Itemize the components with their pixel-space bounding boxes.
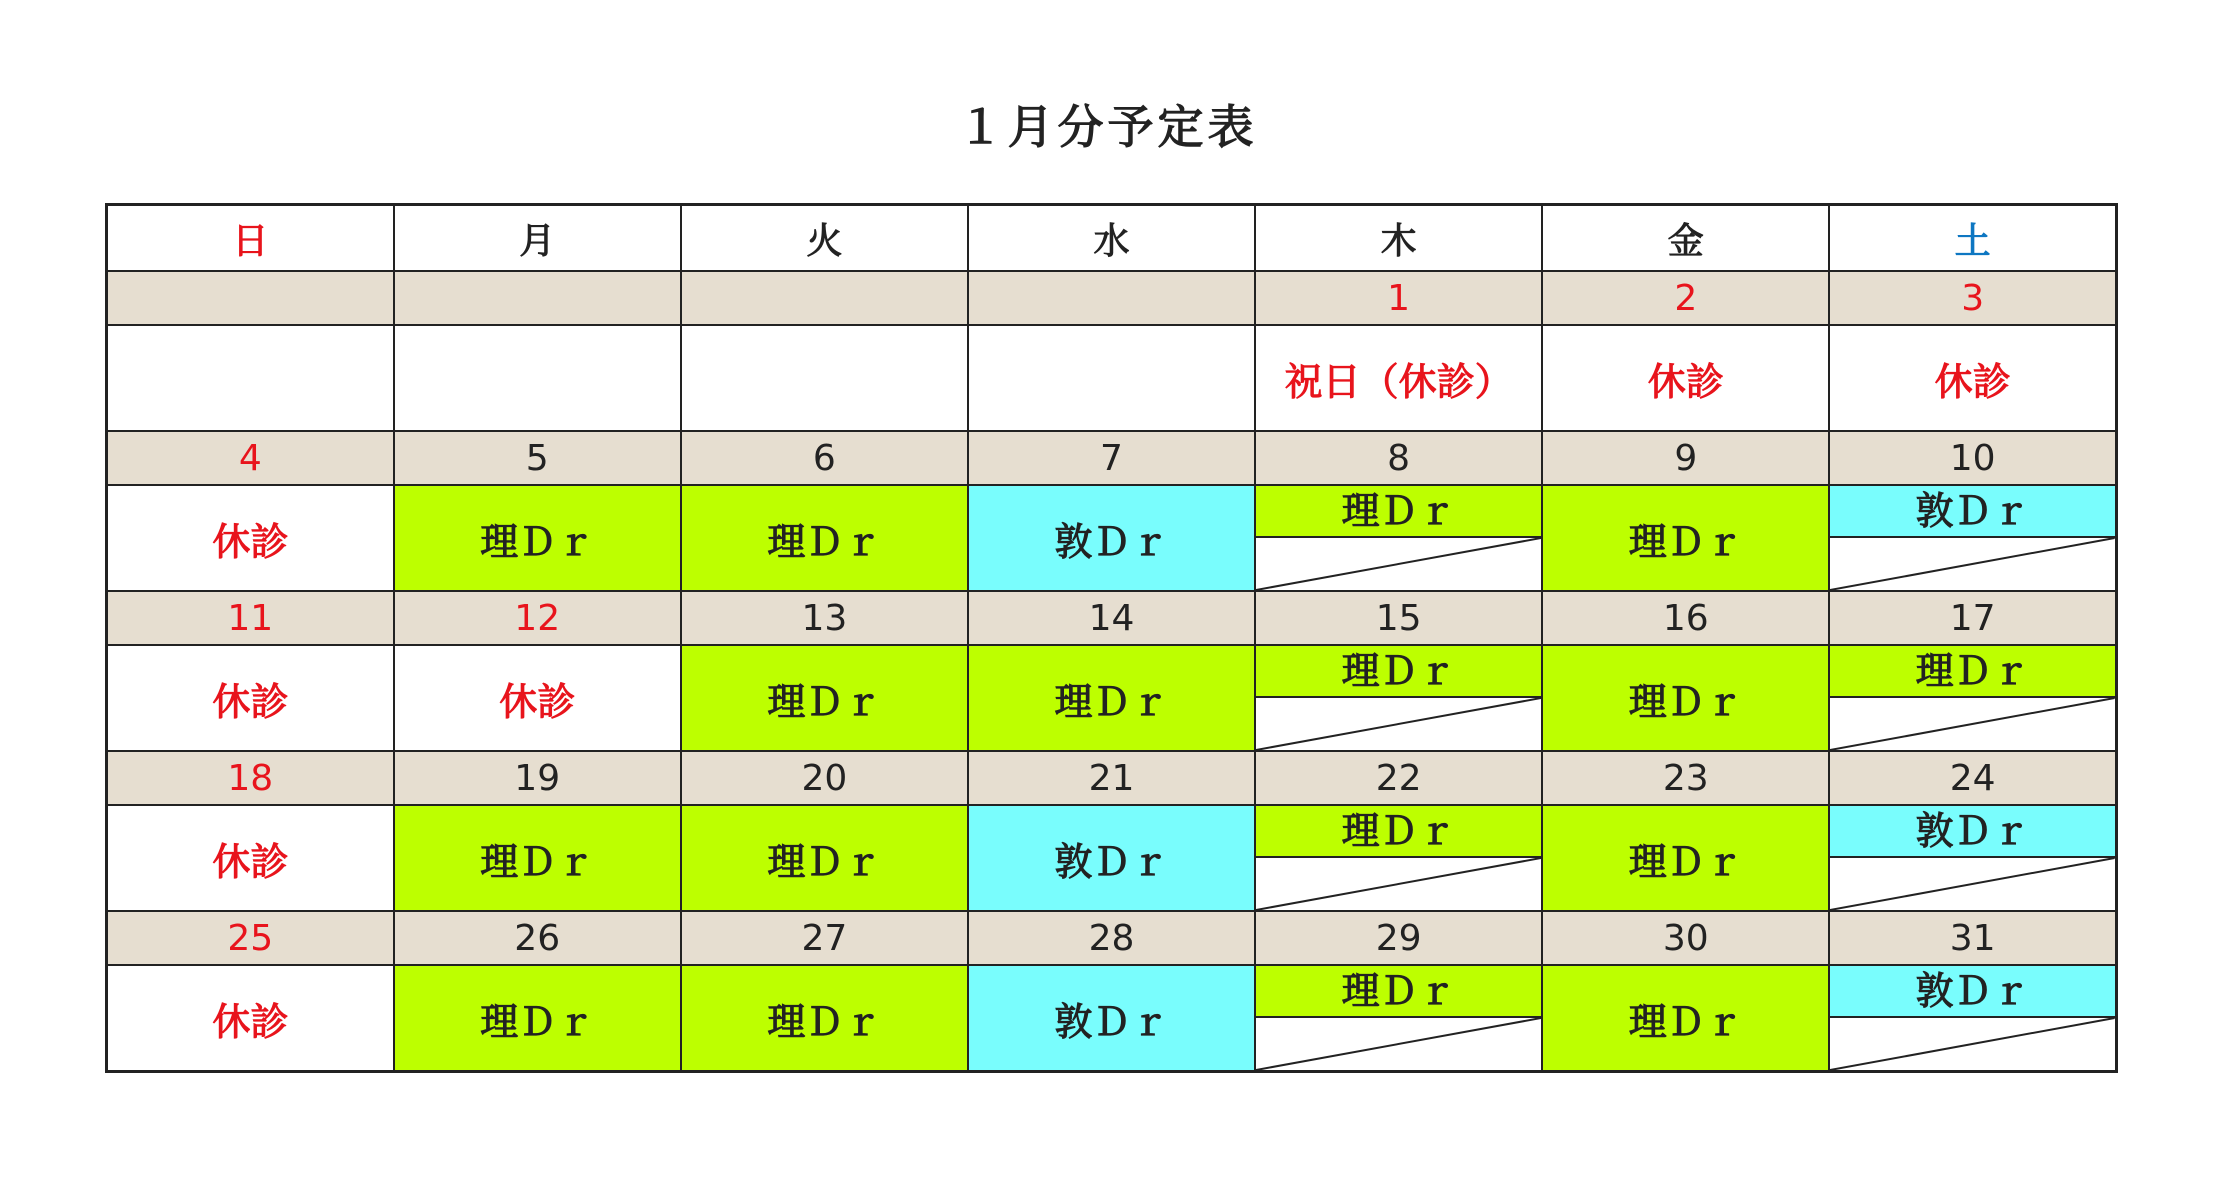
schedule-calendar [105,203,2118,1073]
schedule-row [107,325,2117,431]
diagonal-slash [1830,858,2115,910]
schedule-cell [1829,805,2116,911]
morning-doctor-label: 敦Ｄｒ [1830,966,2115,1018]
schedule-cell: 理Ｄｒ [968,645,1255,751]
date-row [107,751,2117,805]
schedule-cell [1255,485,1542,591]
date-cell: 11 [107,591,394,645]
split-schedule-cell [1830,646,2115,750]
schedule-cell: 敦Ｄｒ [968,965,1255,1072]
schedule-cell [394,325,681,431]
date-cell: 23 [1542,751,1829,805]
date-cell [107,271,394,325]
morning-doctor-label: 敦Ｄｒ [1830,486,2115,538]
date-cell: 2 [1542,271,1829,325]
schedule-cell: 理Ｄｒ [394,805,681,911]
morning-doctor-label: 理Ｄｒ [1256,806,1541,858]
date-cell: 30 [1542,911,1829,965]
schedule-cell [1255,645,1542,751]
schedule-row [107,965,2117,1072]
schedule-row [107,485,2117,591]
date-cell: 17 [1829,591,2116,645]
schedule-cell: 敦Ｄｒ [968,805,1255,911]
diagonal-line [1256,538,1541,590]
schedule-cell [968,325,1255,431]
date-cell: 28 [968,911,1255,965]
weekday-header: 火 [681,205,968,272]
diagonal-line [1830,1018,2115,1070]
schedule-cell: 休診 [394,645,681,751]
schedule-cell: 理Ｄｒ [681,805,968,911]
date-row [107,271,2117,325]
date-cell: 6 [681,431,968,485]
date-cell: 19 [394,751,681,805]
schedule-cell: 理Ｄｒ [394,485,681,591]
page-title: １月分予定表 [957,100,1258,154]
morning-doctor-label: 理Ｄｒ [1830,646,2115,698]
date-cell: 10 [1829,431,2116,485]
weekday-header: 日 [107,205,394,272]
date-cell: 15 [1255,591,1542,645]
schedule-cell: 祝日（休診） [1255,325,1542,431]
weekday-header: 水 [968,205,1255,272]
schedule-cell: 理Ｄｒ [1542,805,1829,911]
date-cell: 14 [968,591,1255,645]
date-cell: 12 [394,591,681,645]
date-cell [394,271,681,325]
afternoon-closed-slot [1256,1018,1541,1070]
schedule-cell: 理Ｄｒ [1542,485,1829,591]
diagonal-slash [1256,698,1541,750]
date-cell: 8 [1255,431,1542,485]
date-cell: 26 [394,911,681,965]
date-cell: 22 [1255,751,1542,805]
schedule-cell: 理Ｄｒ [394,965,681,1072]
date-cell [681,271,968,325]
diagonal-line [1830,698,2115,750]
schedule-row [107,805,2117,911]
date-cell: 31 [1829,911,2116,965]
weekday-header: 金 [1542,205,1829,272]
schedule-cell: 休診 [1542,325,1829,431]
diagonal-line [1830,538,2115,590]
schedule-row [107,645,2117,751]
split-schedule-cell [1830,966,2115,1070]
afternoon-closed-slot [1256,858,1541,910]
date-cell: 9 [1542,431,1829,485]
date-cell: 1 [1255,271,1542,325]
date-cell: 5 [394,431,681,485]
schedule-cell [681,325,968,431]
morning-doctor-label: 敦Ｄｒ [1830,806,2115,858]
weekday-header: 木 [1255,205,1542,272]
split-schedule-cell [1830,486,2115,590]
date-cell: 25 [107,911,394,965]
diagonal-slash [1256,858,1541,910]
weekday-header: 土 [1829,205,2116,272]
schedule-cell: 休診 [107,645,394,751]
afternoon-closed-slot [1830,698,2115,750]
schedule-cell [1829,645,2116,751]
split-schedule-cell [1256,486,1541,590]
weekday-header: 月 [394,205,681,272]
schedule-cell: 休診 [107,485,394,591]
date-cell: 7 [968,431,1255,485]
afternoon-closed-slot [1830,1018,2115,1070]
diagonal-line [1830,858,2115,910]
schedule-cell: 休診 [107,965,394,1072]
weekday-header-row [107,205,2117,272]
date-row [107,431,2117,485]
schedule-cell [1829,965,2116,1072]
diagonal-line [1256,1018,1541,1070]
date-cell: 21 [968,751,1255,805]
schedule-cell: 理Ｄｒ [1542,965,1829,1072]
schedule-cell [1255,965,1542,1072]
schedule-cell: 理Ｄｒ [681,485,968,591]
diagonal-slash [1256,1018,1541,1070]
date-row [107,911,2117,965]
diagonal-slash [1256,538,1541,590]
split-schedule-cell [1256,806,1541,910]
schedule-cell [107,325,394,431]
split-schedule-cell [1256,966,1541,1070]
split-schedule-cell [1256,646,1541,750]
diagonal-slash [1830,1018,2115,1070]
schedule-cell: 休診 [107,805,394,911]
date-cell: 16 [1542,591,1829,645]
schedule-cell [1255,805,1542,911]
morning-doctor-label: 理Ｄｒ [1256,966,1541,1018]
morning-doctor-label: 理Ｄｒ [1256,646,1541,698]
date-cell: 4 [107,431,394,485]
diagonal-line [1256,698,1541,750]
schedule-cell: 理Ｄｒ [681,645,968,751]
schedule-cell: 理Ｄｒ [681,965,968,1072]
date-cell: 13 [681,591,968,645]
schedule-cell: 敦Ｄｒ [968,485,1255,591]
calendar-body [107,271,2117,1072]
afternoon-closed-slot [1256,538,1541,590]
morning-doctor-label: 理Ｄｒ [1256,486,1541,538]
date-cell: 18 [107,751,394,805]
date-cell: 29 [1255,911,1542,965]
schedule-cell: 休診 [1829,325,2116,431]
date-row [107,591,2117,645]
date-cell: 20 [681,751,968,805]
date-cell [968,271,1255,325]
diagonal-line [1256,858,1541,910]
diagonal-slash [1830,538,2115,590]
schedule-cell: 理Ｄｒ [1542,645,1829,751]
schedule-cell [1829,485,2116,591]
date-cell: 27 [681,911,968,965]
split-schedule-cell [1830,806,2115,910]
afternoon-closed-slot [1830,858,2115,910]
diagonal-slash [1830,698,2115,750]
afternoon-closed-slot [1830,538,2115,590]
date-cell: 3 [1829,271,2116,325]
date-cell: 24 [1829,751,2116,805]
afternoon-closed-slot [1256,698,1541,750]
